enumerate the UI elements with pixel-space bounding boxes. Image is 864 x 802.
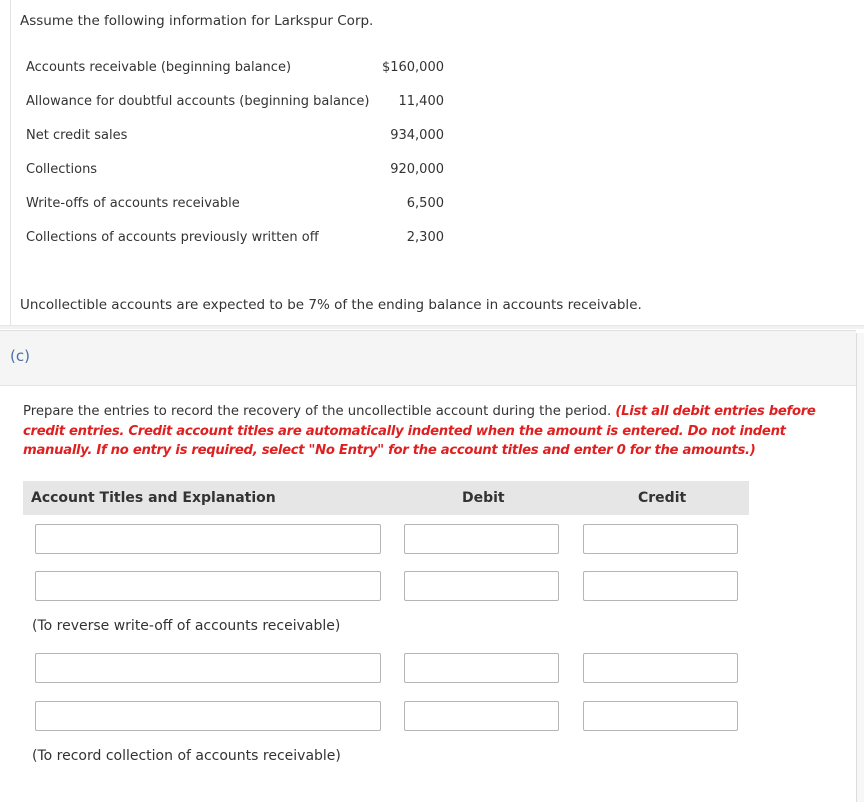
debit-amount-input[interactable] bbox=[404, 701, 559, 731]
part-header bbox=[0, 330, 856, 386]
credit-amount-input[interactable] bbox=[583, 701, 738, 731]
info-value: 2,300 bbox=[406, 230, 444, 245]
info-label: Accounts receivable (beginning balance) bbox=[26, 60, 292, 75]
account-title-input[interactable] bbox=[35, 524, 381, 554]
info-label: Allowance for doubtful accounts (beginning balance) bbox=[26, 94, 370, 109]
info-row bbox=[26, 58, 446, 92]
uncollectible-note: Uncollectible accounts are expected to be 7% of the ending balance in accounts receivable. bbox=[20, 297, 642, 313]
info-value: 920,000 bbox=[390, 162, 444, 177]
debit-amount-input[interactable] bbox=[404, 524, 559, 554]
info-label: Collections of accounts previously written off bbox=[26, 230, 319, 245]
journal-table-header bbox=[23, 481, 749, 515]
column-header-debit: Debit bbox=[462, 490, 505, 506]
column-header-credit: Credit bbox=[638, 490, 687, 506]
info-label: Net credit sales bbox=[26, 128, 128, 143]
scroll-edge bbox=[856, 333, 864, 802]
section-divider bbox=[0, 325, 864, 329]
credit-amount-input[interactable] bbox=[583, 571, 738, 601]
debit-amount-input[interactable] bbox=[404, 653, 559, 683]
given-information-table bbox=[26, 58, 446, 264]
info-label: Write-offs of accounts receivable bbox=[26, 196, 240, 211]
info-row bbox=[26, 228, 446, 264]
info-row bbox=[26, 194, 446, 228]
credit-amount-input[interactable] bbox=[583, 524, 738, 554]
info-value: 6,500 bbox=[406, 196, 444, 211]
info-row bbox=[26, 92, 446, 126]
column-header-account: Account Titles and Explanation bbox=[31, 490, 276, 506]
intro-text: Assume the following information for Larkspur Corp. bbox=[20, 13, 374, 29]
debit-amount-input[interactable] bbox=[404, 571, 559, 601]
instructions-text: Prepare the entries to record the recovery of the uncollectible account during the period. bbox=[23, 404, 616, 419]
entry-explanation: (To record collection of accounts receivable) bbox=[32, 748, 341, 764]
info-label: Collections bbox=[26, 162, 98, 177]
instructions bbox=[23, 402, 831, 461]
account-title-input[interactable] bbox=[35, 701, 381, 731]
info-value: 11,400 bbox=[398, 94, 444, 109]
info-value: $160,000 bbox=[381, 60, 444, 75]
account-title-input[interactable] bbox=[35, 653, 381, 683]
credit-amount-input[interactable] bbox=[583, 653, 738, 683]
account-title-input[interactable] bbox=[35, 571, 381, 601]
instructions-red-text: (List all debit entries before credit entries. Credit account titles are automatically indented when the amount is entered. Do not indent manually. If no entry is required, select "No Entry" for the account titles and enter 0 for the amounts.) bbox=[23, 404, 816, 458]
info-row bbox=[26, 126, 446, 160]
info-row bbox=[26, 160, 446, 194]
info-value: 934,000 bbox=[390, 128, 444, 143]
entry-explanation: (To reverse write-off of accounts receivable) bbox=[32, 618, 341, 634]
part-label: (c) bbox=[10, 347, 30, 365]
